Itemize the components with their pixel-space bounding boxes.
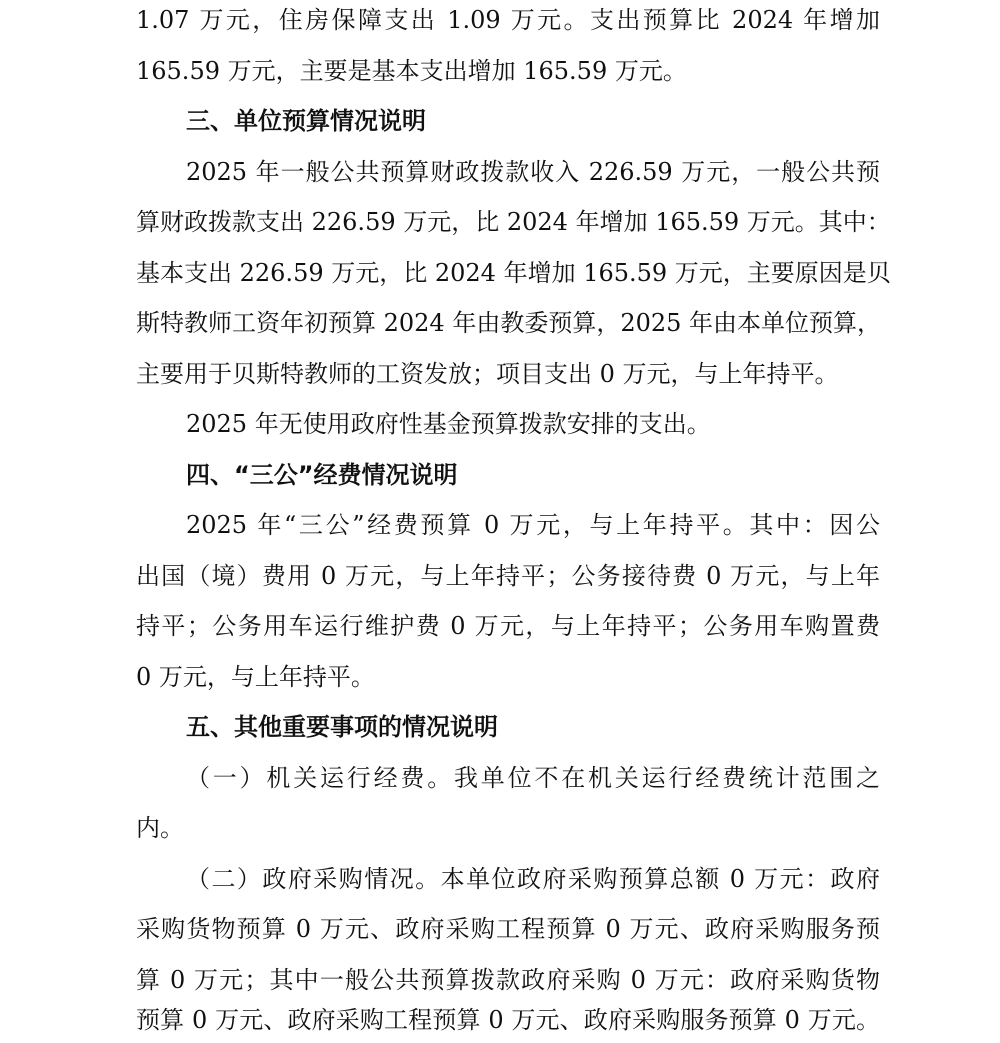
paragraph-line: 采购货物预算 0 万元、政府采购工程预算 0 万元、政府采购服务预 <box>136 915 880 943</box>
section-heading-5: 五、其他重要事项的情况说明 <box>186 713 498 741</box>
paragraph-line: 1.07 万元，住房保障支出 1.09 万元。支出预算比 2024 年增加 <box>136 6 880 34</box>
paragraph-line: 算 0 万元；其中一般公共预算拨款政府采购 0 万元：政府采购货物 <box>136 966 880 994</box>
paragraph-line: 主要用于贝斯特教师的工资发放；项目支出 0 万元，与上年持平。 <box>136 360 839 388</box>
paragraph-line: 0 万元，与上年持平。 <box>136 663 375 691</box>
paragraph-line: 斯特教师工资年初预算 2024 年由教委预算，2025 年由本单位预算， <box>136 309 882 337</box>
paragraph-line: 持平；公务用车运行维护费 0 万元，与上年持平；公务用车购置费 <box>136 612 880 640</box>
paragraph-line: （一）机关运行经费。我单位不在机关运行经费统计范围之 <box>186 764 880 792</box>
section-heading-4: 四、“三公”经费情况说明 <box>186 461 458 489</box>
paragraph-line: 算财政拨款支出 226.59 万元，比 2024 年增加 165.59 万元。其中： <box>136 208 891 236</box>
paragraph-line: 2025 年“三公”经费预算 0 万元，与上年持平。其中：因公 <box>186 511 880 539</box>
paragraph-line: 预算 0 万元、政府采购工程预算 0 万元、政府采购服务预算 0 万元。 <box>136 1006 880 1034</box>
section-heading-3: 三、单位预算情况说明 <box>186 107 426 135</box>
paragraph-line: 165.59 万元，主要是基本支出增加 165.59 万元。 <box>136 57 687 85</box>
paragraph-line: （二）政府采购情况。本单位政府采购预算总额 0 万元：政府 <box>186 865 880 893</box>
paragraph-line: 2025 年一般公共预算财政拨款收入 226.59 万元，一般公共预 <box>186 158 880 186</box>
paragraph-line: 基本支出 226.59 万元，比 2024 年增加 165.59 万元，主要原因是贝 <box>136 259 891 287</box>
paragraph-line: 内。 <box>136 814 184 842</box>
paragraph-line: 2025 年无使用政府性基金预算拨款安排的支出。 <box>186 410 711 438</box>
paragraph-line: 出国（境）费用 0 万元，与上年持平；公务接待费 0 万元，与上年 <box>136 562 880 590</box>
